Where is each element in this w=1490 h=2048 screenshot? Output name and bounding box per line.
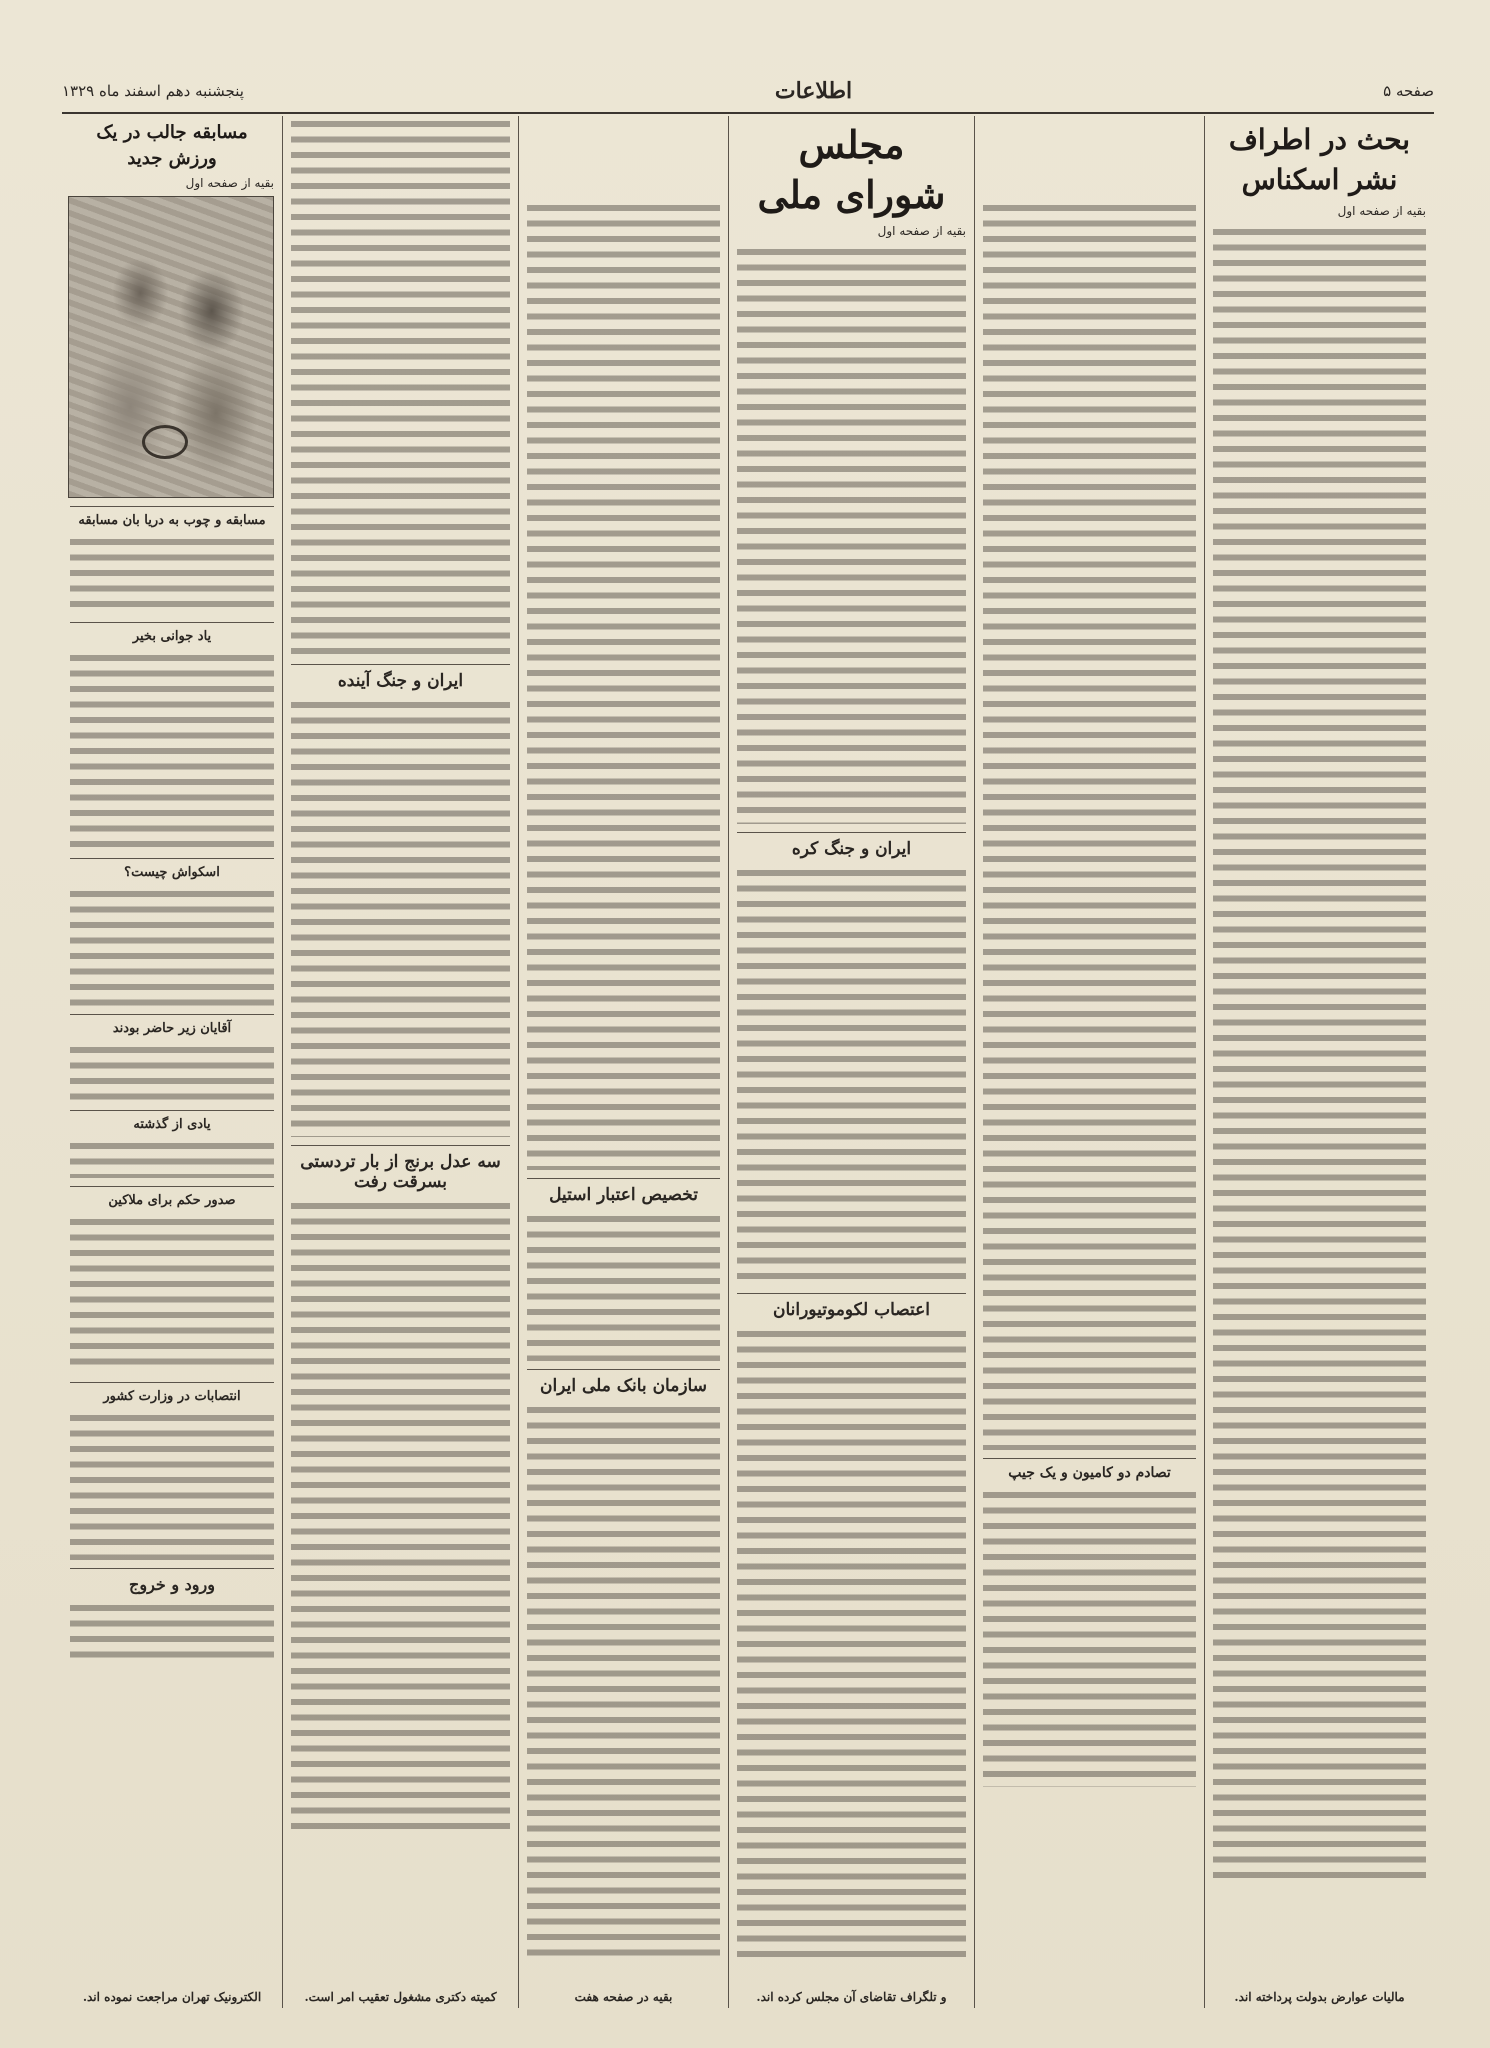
column-footer: و تلگراف تقاضای آن مجلس کرده اند. — [756, 1990, 947, 2004]
section-appointments: انتصابات در وزارت کشور — [70, 1382, 274, 1404]
section-future-war: ایران و جنگ آینده — [291, 664, 510, 691]
section-rice-theft: سه عدل برنج از بار تردستی بسرقت رفت — [291, 1145, 510, 1192]
page-number: صفحه ۵ — [1383, 82, 1434, 100]
section-youth: یاد جوانی بخیر — [70, 622, 274, 644]
section-attendees: آقایان زیر حاضر بودند — [70, 1014, 274, 1036]
article-text — [70, 534, 274, 614]
article-text — [527, 200, 720, 1170]
article-text — [70, 1138, 274, 1178]
columns — [62, 116, 1434, 2008]
article-text — [70, 1600, 274, 1660]
continued-label: بقیه از صفحه اول — [877, 224, 966, 238]
column-right-2 — [974, 116, 1204, 2008]
article-text — [527, 1402, 720, 1962]
column-right-1 — [1204, 116, 1434, 2008]
headline-sport: مسابقه جالب در یک ورزش جدید — [96, 122, 248, 169]
article-text — [70, 1410, 274, 1560]
article-text — [527, 1211, 720, 1361]
continued-label: بقیه از صفحه اول — [1337, 204, 1426, 218]
section-squash: اسکواش چیست؟ — [70, 858, 274, 880]
column-middle-left — [282, 116, 518, 2008]
column-footer: الکترونیک تهران مراجعت نموده اند. — [82, 1990, 262, 2004]
article-text — [1213, 224, 1426, 1884]
column-center-left — [518, 116, 728, 2008]
section-strike: اعتصاب لکوموتیورانان — [737, 1293, 966, 1320]
headline-banknote: بحث در اطراف نشر اسکناس — [1228, 123, 1411, 196]
headline-collision: تصادم دو کامیون و یک جیپ — [983, 1458, 1196, 1481]
article-text — [291, 116, 510, 656]
article-text — [737, 244, 966, 824]
page-header — [62, 70, 1434, 114]
column-center — [728, 116, 974, 2008]
column-footer: بقیه در صفحه هفت — [574, 1990, 673, 2004]
column-left — [62, 116, 282, 2008]
article-text — [291, 697, 510, 1137]
article-text — [70, 1214, 274, 1374]
column-footer: ماليات عوارض بدولت پرداخته اند. — [1234, 1990, 1405, 2004]
section-credit: تخصیص اعتبار استیل — [527, 1178, 720, 1205]
squash-photo — [68, 196, 274, 498]
section-korea: ایران و جنگ کره — [737, 832, 966, 859]
paper-name: اطلاعات — [774, 78, 853, 104]
article-text — [70, 650, 274, 850]
racket-icon — [142, 425, 188, 459]
article-text — [291, 1198, 510, 1838]
article-text — [737, 865, 966, 1285]
section-arrivals: ورود و خروج — [70, 1568, 274, 1594]
article-text — [70, 1042, 274, 1102]
article-text — [983, 200, 1196, 1450]
article-text — [983, 1487, 1196, 1787]
section-bank: سازمان بانک ملی ایران — [527, 1369, 720, 1396]
section-past: یادی از گذشته — [70, 1110, 274, 1132]
section-verdict: صدور حکم برای ملاکین — [70, 1186, 274, 1208]
continued-label: بقیه از صفحه اول — [185, 176, 274, 190]
column-footer: کمیته دکتری مشغول تعقیب امر است. — [304, 1990, 497, 2004]
article-text — [70, 886, 274, 1006]
headline-parliament: مجلس شورای ملی — [757, 122, 946, 217]
section-match: مسابقه و چوب به دریا بان مسابقه — [70, 506, 274, 528]
date-line: پنجشنبه دهم اسفند ماه ۱۳۲۹ — [62, 82, 244, 100]
article-text — [737, 1326, 966, 1966]
